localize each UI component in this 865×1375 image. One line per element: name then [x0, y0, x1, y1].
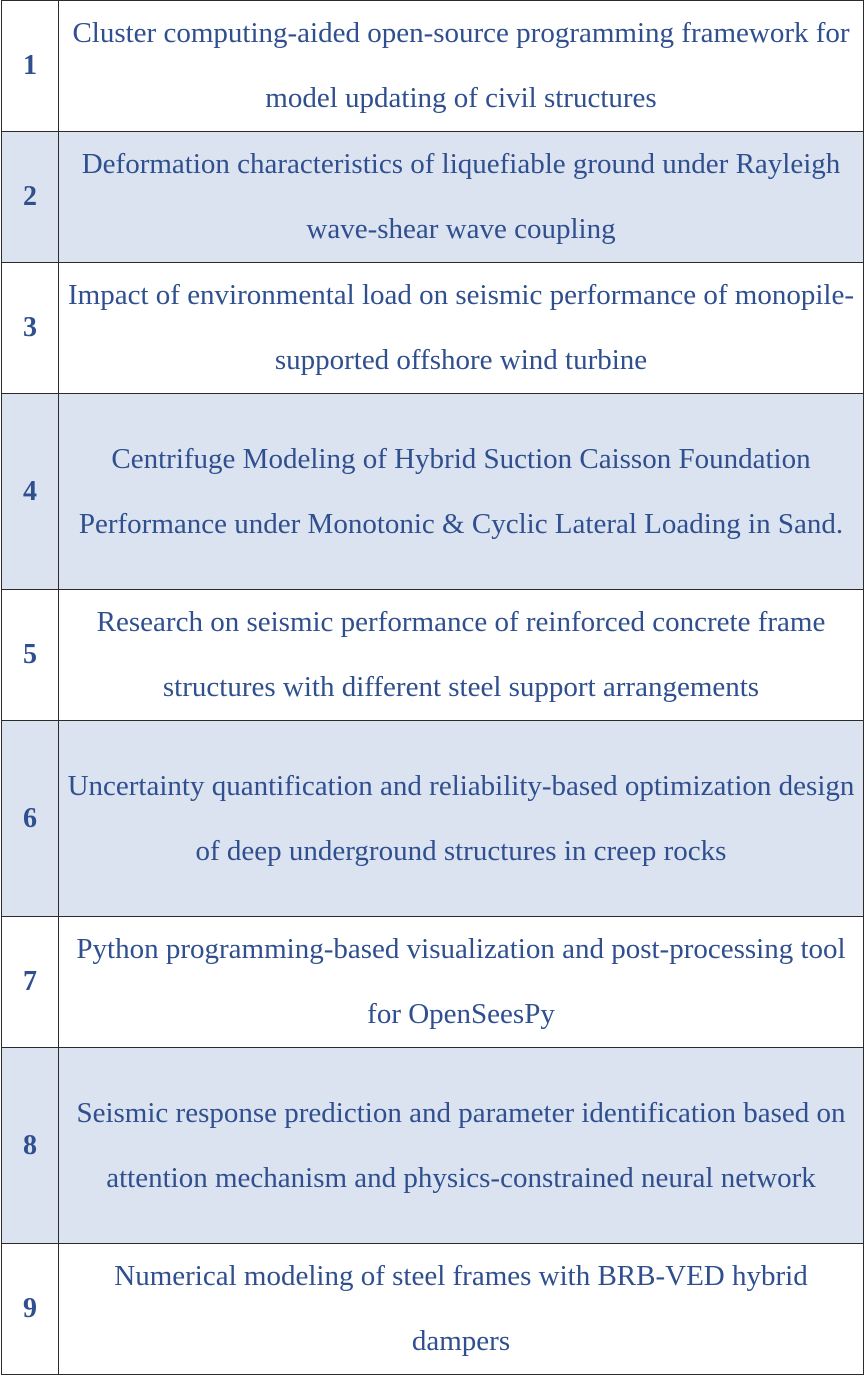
table-row: [2, 1, 864, 132]
table-row: [2, 917, 864, 1048]
row-number: 8: [2, 1048, 59, 1244]
table-row: [2, 1048, 864, 1244]
row-number: 6: [2, 721, 59, 917]
row-title: Python programming-based visualization and post-processing tool for OpenSeesPy: [59, 917, 864, 1048]
table-row: [2, 263, 864, 394]
row-number: 4: [2, 394, 59, 590]
table-row: [2, 721, 864, 917]
row-title: Cluster computing-aided open-source programming framework for model updating of civil structures: [59, 1, 864, 132]
table-row: [2, 132, 864, 263]
table-row: [2, 394, 864, 590]
row-title: Numerical modeling of steel frames with BRB-VED hybrid dampers: [59, 1244, 864, 1375]
topics-table: [1, 0, 864, 1375]
table-row: [2, 1244, 864, 1375]
row-title: Research on seismic performance of reinforced concrete frame structures with different steel support arrangements: [59, 590, 864, 721]
row-title: Deformation characteristics of liquefiable ground under Rayleigh wave-shear wave coupling: [59, 132, 864, 263]
table-row: [2, 590, 864, 721]
row-number: 7: [2, 917, 59, 1048]
row-number: 2: [2, 132, 59, 263]
row-number: 5: [2, 590, 59, 721]
row-title: Impact of environmental load on seismic performance of monopile-supported offshore wind turbine: [59, 263, 864, 394]
row-title: Seismic response prediction and parameter identification based on attention mechanism and physics-constrained neural network: [59, 1048, 864, 1244]
row-number: 1: [2, 1, 59, 132]
row-title: Centrifuge Modeling of Hybrid Suction Caisson Foundation Performance under Monotonic & Cyclic Lateral Loading in Sand.: [59, 394, 864, 590]
row-title: Uncertainty quantification and reliability-based optimization design of deep underground structures in creep rocks: [59, 721, 864, 917]
row-number: 3: [2, 263, 59, 394]
row-number: 9: [2, 1244, 59, 1375]
